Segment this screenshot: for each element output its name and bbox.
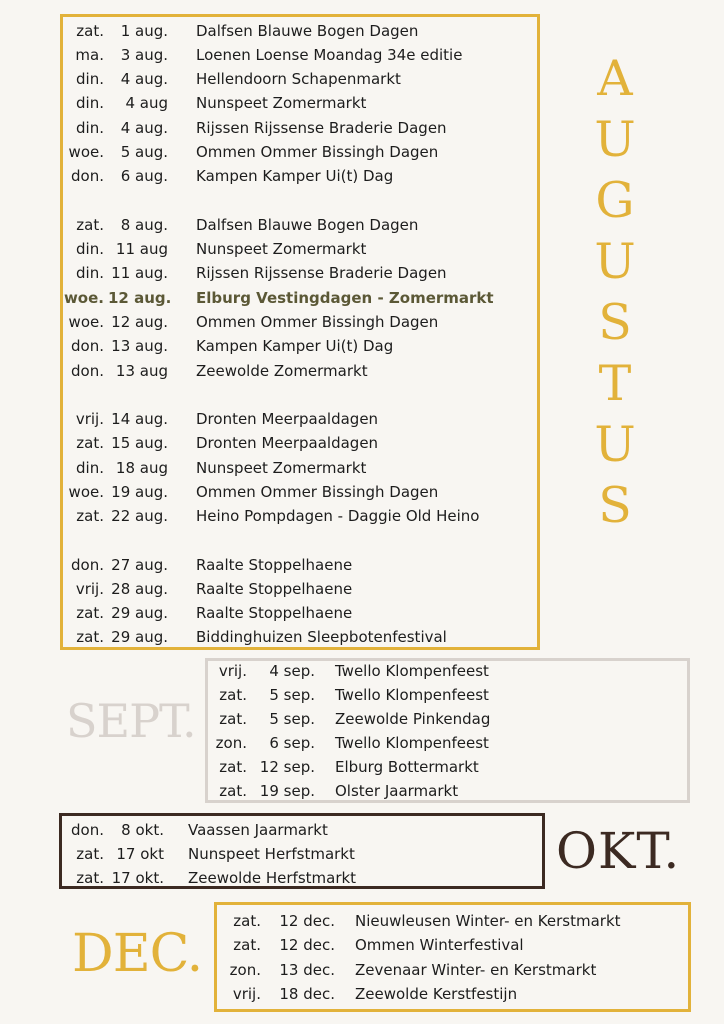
event-date: 18 dec. <box>279 985 335 1003</box>
event-name: Elburg Vestingdagen - Zomermarkt <box>196 289 494 307</box>
event-date: 15 aug. <box>111 434 168 452</box>
event-day: zon. <box>215 734 247 752</box>
event-day: zat. <box>219 758 247 776</box>
event-row <box>63 310 537 334</box>
event-name: Kampen Kamper Ui(t) Dag <box>196 167 394 185</box>
event-name: Raalte Stoppelhaene <box>196 556 353 574</box>
event-date: 1 aug. <box>120 22 168 40</box>
event-row <box>208 707 687 731</box>
event-row <box>217 982 688 1006</box>
month-letter: U <box>594 416 636 473</box>
event-day: zon. <box>229 961 261 979</box>
event-name: Nunspeet Zomermarkt <box>196 240 367 258</box>
event-name: Raalte Stoppelhaene <box>196 604 353 622</box>
event-date: 4 aug. <box>120 119 168 137</box>
event-row <box>63 480 537 504</box>
event-date: 28 aug. <box>111 580 168 598</box>
event-row <box>63 213 537 237</box>
event-day: zat. <box>219 686 247 704</box>
event-row <box>62 818 542 842</box>
event-date: 11 aug. <box>111 264 168 282</box>
september-month-label: SEPT. <box>66 694 196 748</box>
event-row <box>63 456 537 480</box>
event-name: Zeewolde Kerstfestijn <box>355 985 518 1003</box>
event-date: 18 aug <box>115 459 168 477</box>
event-day: ma. <box>75 46 104 64</box>
event-row <box>63 164 537 188</box>
event-day: don. <box>71 167 104 185</box>
event-name: Kampen Kamper Ui(t) Dag <box>196 337 394 355</box>
event-day: din. <box>76 459 104 477</box>
event-day: zat. <box>76 869 104 887</box>
month-letter: T <box>598 355 632 412</box>
event-row <box>63 19 537 43</box>
event-row <box>63 407 537 431</box>
event-row <box>217 909 688 933</box>
event-day: zat. <box>76 507 104 525</box>
event-date: 11 aug <box>115 240 168 258</box>
december-month-label: DEC. <box>72 924 203 984</box>
event-day: don. <box>71 362 104 380</box>
event-name: Rijssen Rijssense Braderie Dagen <box>196 264 447 282</box>
event-name: Zeewolde Pinkendag <box>335 710 491 728</box>
event-name: Zeewolde Herfstmarkt <box>188 869 357 887</box>
event-name: Zevenaar Winter- en Kerstmarkt <box>355 961 597 979</box>
event-day: zat. <box>76 845 104 863</box>
event-day: zat. <box>219 710 247 728</box>
event-date: 13 aug <box>115 362 168 380</box>
event-date: 8 aug. <box>120 216 168 234</box>
event-day: vrij. <box>75 580 104 598</box>
event-date: 12 aug. <box>111 313 168 331</box>
event-row <box>63 261 537 285</box>
event-day: zat. <box>76 434 104 452</box>
event-day: vrij. <box>218 662 247 680</box>
event-row <box>217 933 688 957</box>
event-row <box>208 731 687 755</box>
event-day: woe. <box>68 483 104 501</box>
event-row <box>208 683 687 707</box>
event-day: din. <box>76 70 104 88</box>
event-name: Biddinghuizen Sleepbotenfestival <box>196 628 447 646</box>
event-name: Vaassen Jaarmarkt <box>188 821 328 839</box>
event-row <box>62 842 542 866</box>
event-row <box>63 553 537 577</box>
event-row-highlighted <box>63 286 537 310</box>
event-date: 5 sep. <box>269 710 315 728</box>
event-date: 3 aug. <box>120 46 168 64</box>
event-name: Loenen Loense Moandag 34e editie <box>196 46 463 64</box>
event-date: 17 okt. <box>111 869 164 887</box>
december-events-box <box>214 902 691 1012</box>
event-day: zat. <box>76 22 104 40</box>
event-name: Rijssen Rijssense Braderie Dagen <box>196 119 447 137</box>
event-name: Olster Jaarmarkt <box>335 782 459 800</box>
event-date: 4 aug <box>125 94 168 112</box>
event-row <box>63 116 537 140</box>
event-row <box>63 67 537 91</box>
event-name: Raalte Stoppelhaene <box>196 580 353 598</box>
event-day: din. <box>76 119 104 137</box>
event-row <box>208 659 687 683</box>
event-day: vrij. <box>75 410 104 428</box>
event-date: 6 sep. <box>269 734 315 752</box>
event-name: Ommen Winterfestival <box>355 936 524 954</box>
event-date: 4 sep. <box>269 662 315 680</box>
event-date: 13 dec. <box>279 961 335 979</box>
event-name: Twello Klompenfeest <box>335 686 489 704</box>
month-letter: G <box>595 172 635 229</box>
month-letter: S <box>598 294 632 351</box>
event-name: Hellendoorn Schapenmarkt <box>196 70 401 88</box>
october-month-label: OKT. <box>556 822 681 880</box>
event-day: vrij. <box>232 985 261 1003</box>
event-date: 6 aug. <box>120 167 168 185</box>
event-row <box>63 140 537 164</box>
event-date: 19 sep. <box>259 782 315 800</box>
event-day: din. <box>76 240 104 258</box>
event-date: 22 aug. <box>111 507 168 525</box>
event-date: 12 aug. <box>108 289 172 307</box>
event-row <box>63 359 537 383</box>
event-row <box>62 866 542 890</box>
event-name: Dronten Meerpaaldagen <box>196 434 379 452</box>
event-name: Twello Klompenfeest <box>335 734 489 752</box>
month-letter: S <box>598 477 632 534</box>
month-letter: U <box>594 111 636 168</box>
event-name: Ommen Ommer Bissingh Dagen <box>196 313 439 331</box>
event-day: woe. <box>68 143 104 161</box>
event-name: Heino Pompdagen - Daggie Old Heino <box>196 507 480 525</box>
event-day: don. <box>71 556 104 574</box>
event-date: 5 sep. <box>269 686 315 704</box>
event-name: Zeewolde Zomermarkt <box>196 362 368 380</box>
event-name: Nunspeet Herfstmarkt <box>188 845 355 863</box>
event-name: Ommen Ommer Bissingh Dagen <box>196 483 439 501</box>
event-name: Dalfsen Blauwe Bogen Dagen <box>196 216 419 234</box>
event-name: Elburg Bottermarkt <box>335 758 479 776</box>
event-date: 14 aug. <box>111 410 168 428</box>
event-name: Nunspeet Zomermarkt <box>196 459 367 477</box>
event-row <box>208 755 687 779</box>
event-date: 29 aug. <box>111 604 168 622</box>
august-events-box <box>60 14 540 650</box>
event-name: Twello Klompenfeest <box>335 662 489 680</box>
event-day: woe. <box>68 313 104 331</box>
event-day: zat. <box>219 782 247 800</box>
event-name: Nieuwleusen Winter- en Kerstmarkt <box>355 912 621 930</box>
event-day: zat. <box>233 912 261 930</box>
event-date: 29 aug. <box>111 628 168 646</box>
event-date: 12 dec. <box>279 912 335 930</box>
event-row <box>63 504 537 528</box>
event-name: Dalfsen Blauwe Bogen Dagen <box>196 22 419 40</box>
event-row <box>63 601 537 625</box>
event-row <box>63 91 537 115</box>
event-row <box>63 625 537 649</box>
event-name: Dronten Meerpaaldagen <box>196 410 379 428</box>
event-name: Ommen Ommer Bissingh Dagen <box>196 143 439 161</box>
event-day: zat. <box>76 604 104 622</box>
event-date: 13 aug. <box>111 337 168 355</box>
event-row <box>63 43 537 67</box>
event-row <box>63 431 537 455</box>
event-row <box>63 237 537 261</box>
event-date: 12 sep. <box>259 758 315 776</box>
event-name: Nunspeet Zomermarkt <box>196 94 367 112</box>
event-row <box>208 779 687 803</box>
event-day: don. <box>71 821 104 839</box>
event-day: woe. <box>63 289 104 307</box>
event-row <box>63 577 537 601</box>
event-date: 27 aug. <box>111 556 168 574</box>
event-row <box>63 334 537 358</box>
event-date: 12 dec. <box>279 936 335 954</box>
event-date: 5 aug. <box>120 143 168 161</box>
event-day: zat. <box>76 216 104 234</box>
september-events-box <box>205 658 690 803</box>
event-day: din. <box>76 264 104 282</box>
month-letter: U <box>594 233 636 290</box>
event-day: zat. <box>233 936 261 954</box>
event-day: don. <box>71 337 104 355</box>
event-day: din. <box>76 94 104 112</box>
october-events-box <box>59 813 545 889</box>
event-row <box>217 958 688 982</box>
event-date: 17 okt <box>116 845 164 863</box>
event-date: 19 aug. <box>111 483 168 501</box>
event-day: zat. <box>76 628 104 646</box>
event-date: 4 aug. <box>120 70 168 88</box>
month-letter: A <box>597 50 633 107</box>
event-date: 8 okt. <box>121 821 164 839</box>
august-month-label <box>590 48 640 536</box>
